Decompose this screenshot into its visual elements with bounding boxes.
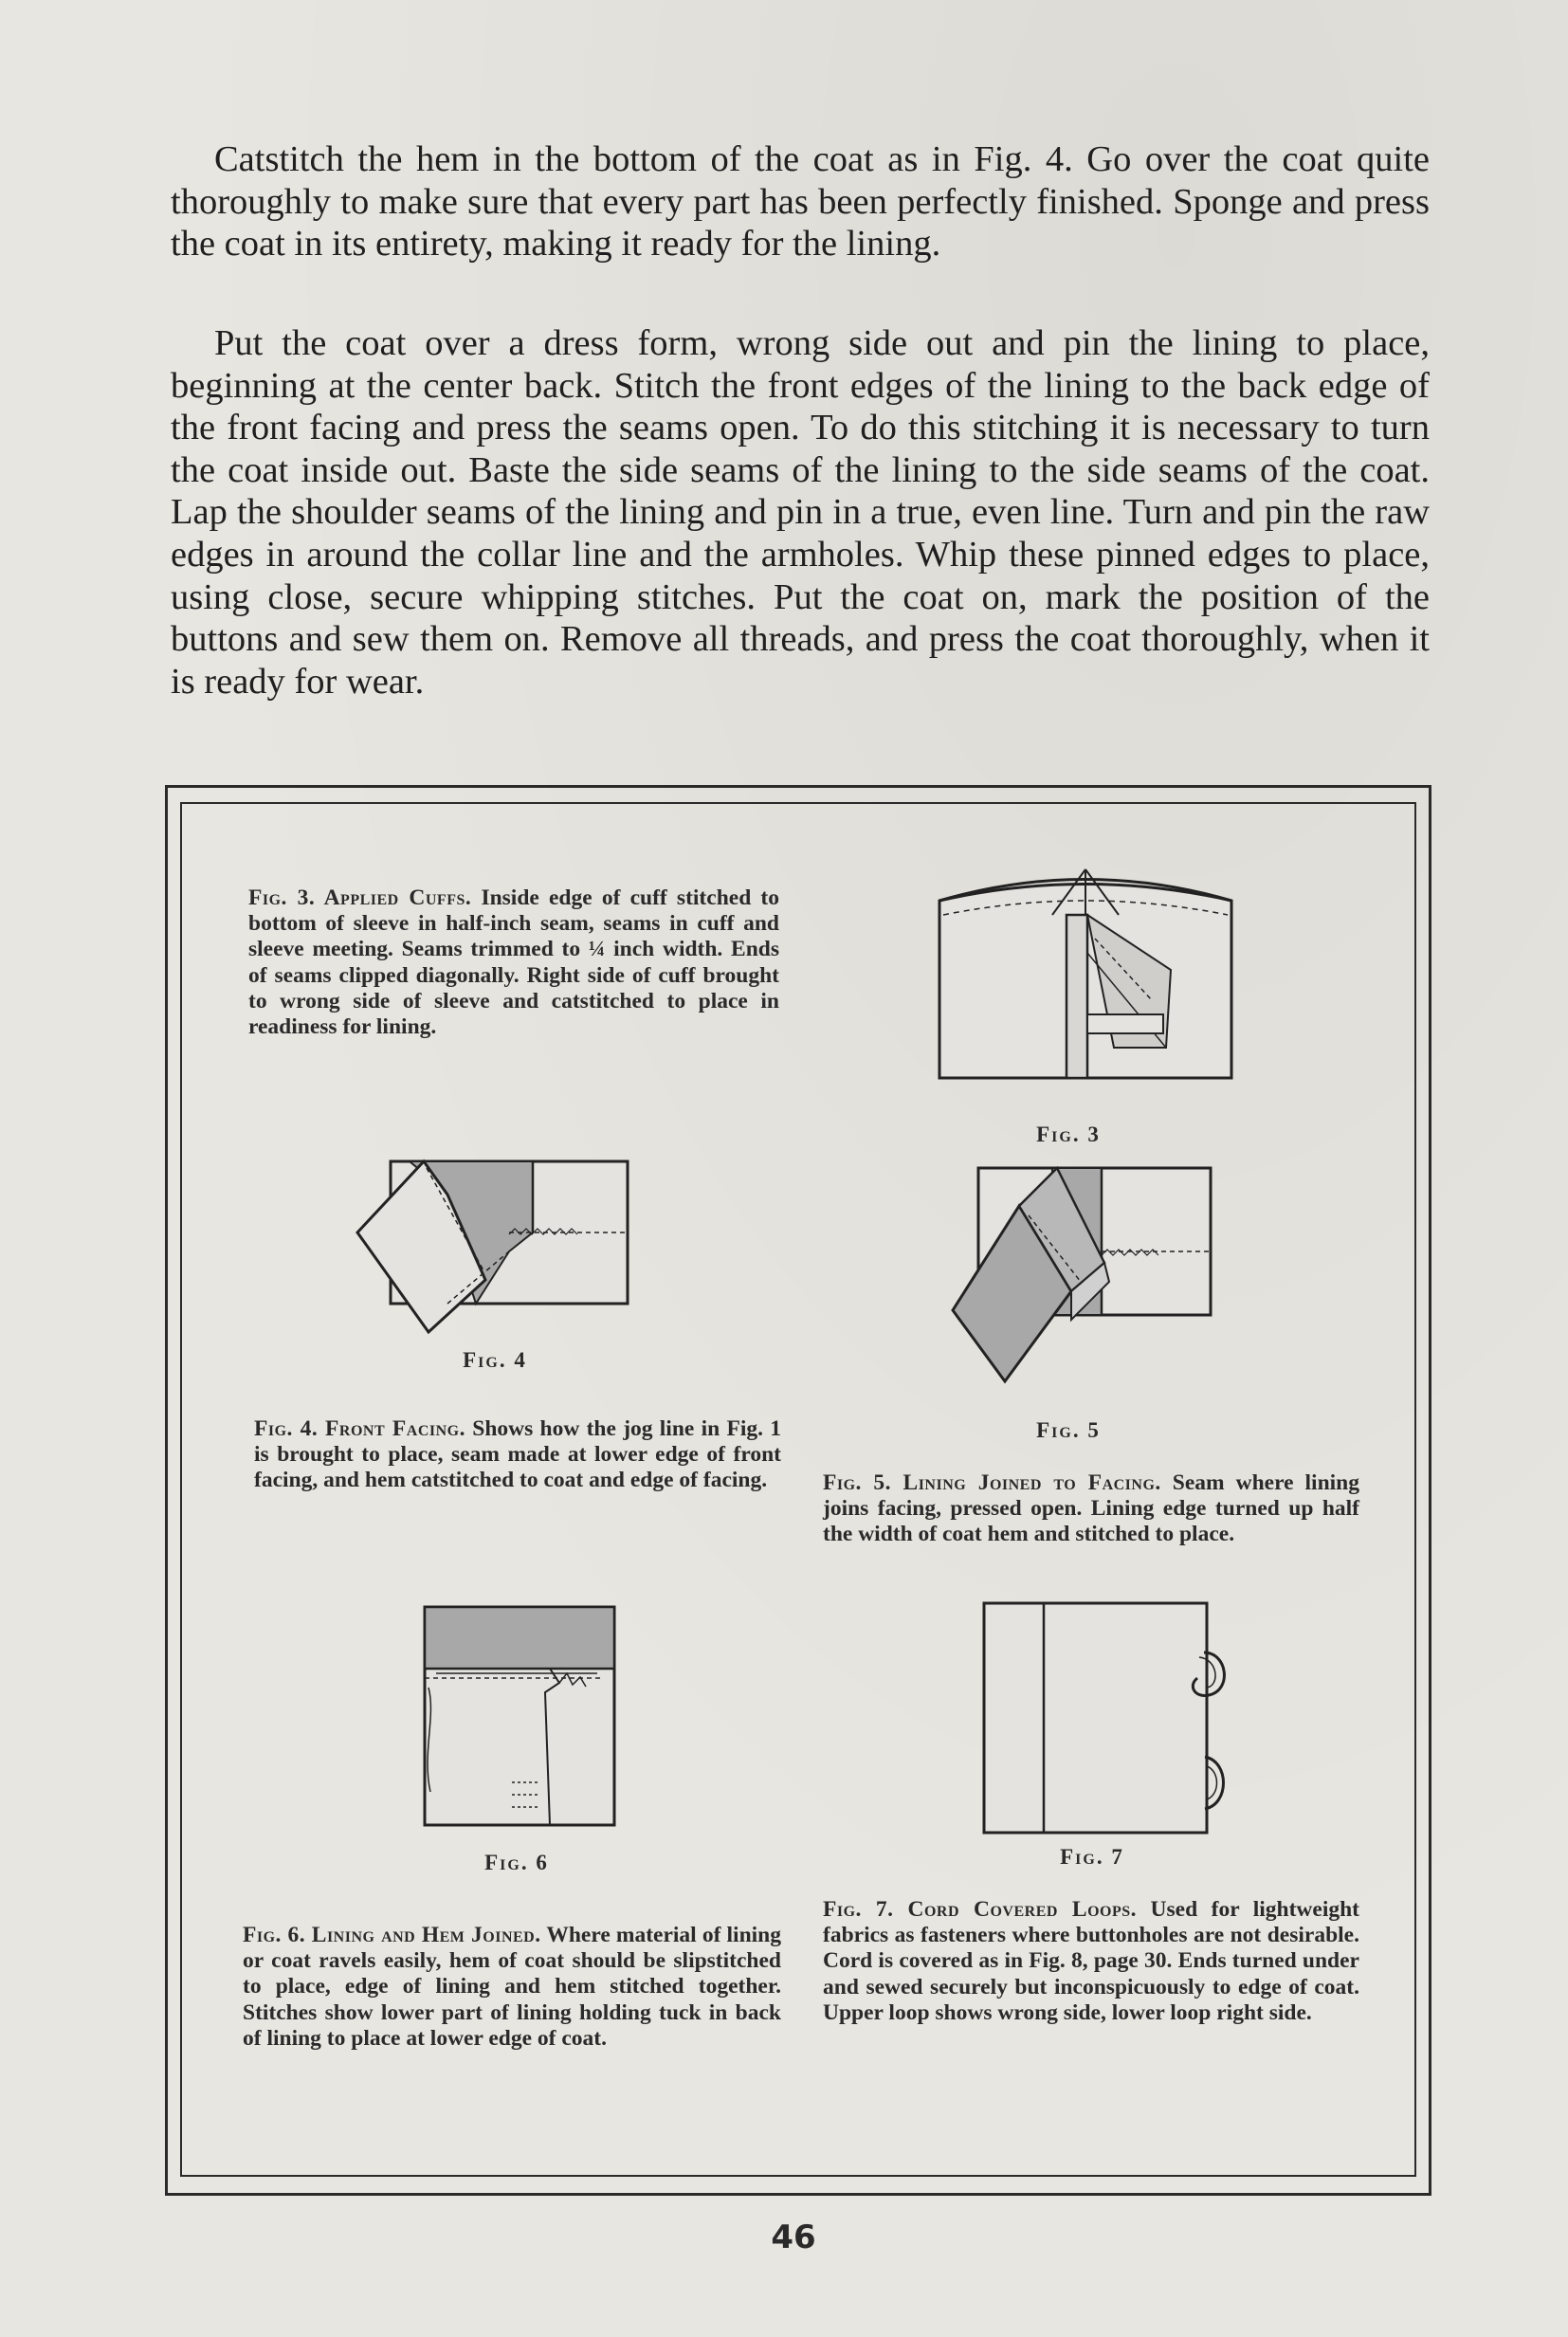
page-number: 46 <box>771 2218 816 2256</box>
fig3-label: Fig. 3 <box>1036 1123 1101 1146</box>
fig7-label: Fig. 7 <box>1060 1845 1124 1869</box>
fig4-label: Fig. 4 <box>463 1348 527 1372</box>
fig6-caption <box>243 1923 781 2052</box>
fig5-illustration <box>948 1168 1223 1386</box>
fig5-caption <box>823 1470 1359 1548</box>
fig3-caption-text: Inside edge of cuff stitched to bottom of sleeve in half-inch seam, seams in cuff and sleeve meeting. Seams trimmed to ¼ inch width. Ends of seams clipped diagonally. Right side of cuff brought to wrong side of sleeve and catstitched to place in readiness for lining. <box>248 886 780 1040</box>
fig6-caption-lead: Fig. 6. Lining and Hem Joined. <box>243 1923 541 1947</box>
fig5-caption-lead: Fig. 5. Lining Joined to Facing. <box>823 1470 1161 1495</box>
fig6-label: Fig. 6 <box>484 1851 549 1874</box>
fig4-illustration <box>353 1157 637 1337</box>
fig7-caption-text: Used for lightweight fabrics as fasteners where buttonholes are not desirable. Cord is covered as in Fig. 8, page 30. Ends turned under and sewed securely but inconspicuously to edge of coat. Upper loop shows wrong side, lower loop right side. <box>823 1897 1360 2025</box>
fig7-caption <box>823 1897 1359 2026</box>
body-paragraph-1: Catstitch the hem in the bottom of the coat as in Fig. 4. Go over the coat quite thoroughly to make sure that every part has been perfectly finished. Sponge and press the coat in its entirety, making it ready for the lining. <box>171 139 1430 265</box>
fig5-caption-text: Seam where lining joins facing, pressed open. Lining edge turned up half the width of coat hem and stitched to place. <box>823 1470 1359 1547</box>
fig3-caption-lead: Fig. 3. Applied Cuffs. <box>248 886 472 910</box>
fig4-caption <box>254 1416 781 1494</box>
fig4-caption-lead: Fig. 4. Front Facing. <box>254 1416 465 1441</box>
fig7-caption-lead: Fig. 7. Cord Covered Loops. <box>823 1897 1138 1922</box>
fig3-illustration <box>934 858 1237 1086</box>
fig6-caption-text: Where material of lining or coat ravels easily, hem of coat should be slipstitched to place, edge of lining and hem stitched together. Stitches show lower part of lining holding tuck in back of lining to place at lower edge of coat. <box>243 1923 782 2051</box>
fig7-illustration <box>981 1600 1228 1837</box>
fig4-caption-text: Shows how the jog line in Fig. 1 is brought to place, seam made at lower edge of front facing, and hem catstitched to coat and edge of facing. <box>254 1416 781 1493</box>
fig6-illustration <box>417 1602 621 1830</box>
body-paragraph-2: Put the coat over a dress form, wrong side out and pin the lining to place, beginning at the center back. Stitch the front edges of the lining to the back edge of the front facing and press the seams open. To do this stitching it is necessary to turn the coat inside out. Baste the side seams of the lining to the side seams of the coat. Lap the shoulder seams of the lining and pin in a true, even line. Turn and pin the raw edges in around the collar line and the armholes. Whip these pinned edges to place, using close, secure whipping stitches. Put the coat on, mark the position of the buttons and sew them on. Remove all threads, and press the coat thoroughly, when it is ready for wear. <box>171 323 1430 702</box>
fig5-label: Fig. 5 <box>1036 1418 1101 1442</box>
fig3-caption <box>248 886 779 1040</box>
